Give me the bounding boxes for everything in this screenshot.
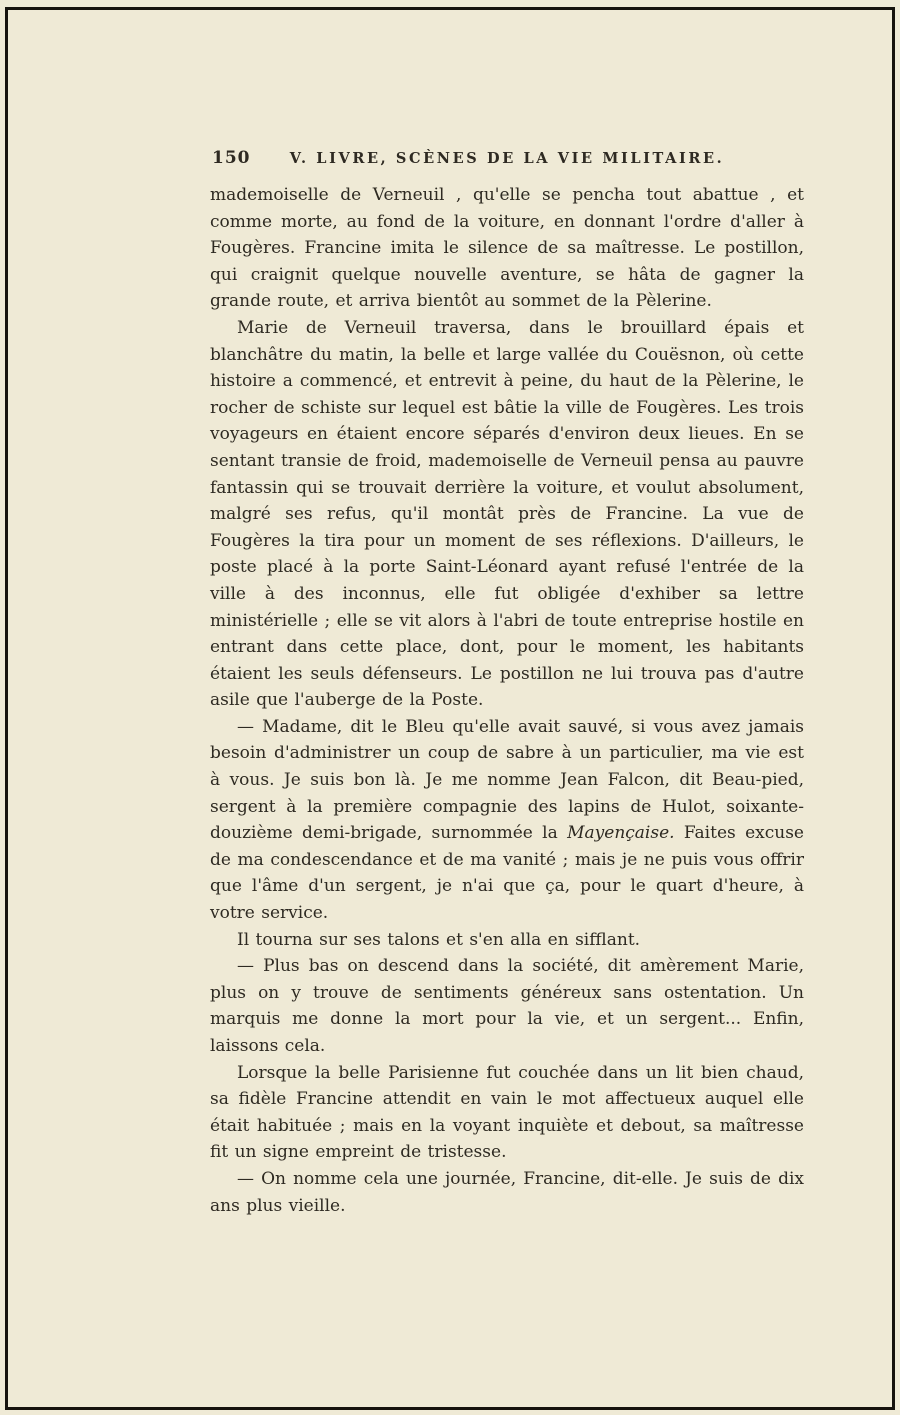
paragraph-narration-francine: Lorsque la belle Parisienne fut couchée dans un lit bien chaud, sa fidèle Francine attendit en vain le mot affectueux auquel elle était habituée ; mais en la voyant inquiète et debout, sa maîtresse fit un signe empreint de tristesse. <box>210 1062 804 1163</box>
paragraph-narration: Marie de Verneuil traversa, dans le brouillard épais et blanchâtre du matin, la belle et large vallée du Couësnon, où cette histoire a commencé, et entrevit à peine, du haut de la Pèlerine, le rocher de schiste sur lequel est bâtie la ville de Fougères. Les trois voyageurs en étaient encore séparés d'environ deux lieues. En se sentant transie de froid, mademoiselle de Verneuil pensa au pauvre fantassin qui se trouvait derrière la voiture, et voulut absolument, malgré ses refus, qu'il montât près de Francine. La vue de Fougères la tira pour un moment de ses réflexions. D'ailleurs, le poste placé à la porte Saint-Léonard ayant refusé l'entrée de la ville à des inconnus, elle fut obligée d'exhiber sa lettre ministérielle ; elle se vit alors à l'abri de toute entreprise hostile en entrant dans cette place, dont, pour le moment, les habitants étaient les seuls défenseurs. Le postillon ne lui trouva pas d'autre asile que l'auberge de la Poste. <box>210 317 804 711</box>
chapter-header-title: V. LIVRE, SCÈNES DE LA VIE MILITAIRE. <box>289 150 725 167</box>
paragraph-continuation: mademoiselle de Verneuil , qu'elle se pencha tout abattue , et comme morte, au fond de la voiture, en donnant l'ordre d'aller à Fougères. Francine imita le silence de sa maîtresse. Le postillon, qui craignit quelque nouvelle aventure, se hâta de gagner la grande route, et arriva bientôt au sommet de la Pèlerine. <box>210 185 804 312</box>
book-page <box>210 148 804 1219</box>
page-number: 150 <box>212 148 251 168</box>
paragraph-dialogue-sergeant <box>210 714 804 927</box>
paragraph-dialogue-closing: — On nomme cela une journée, Francine, dit-elle. Je suis de dix ans plus vieille. <box>210 1168 804 1216</box>
body-text <box>210 182 804 1219</box>
paragraph-dialogue-marie: — Plus bas on descend dans la société, dit amèrement Marie, plus on y trouve de sentiments généreux sans ostentation. Un marquis me donne la mort pour la vie, et un sergent... Enfin, laissons cela. <box>210 956 804 1056</box>
dialogue-text-after-italic: Faites excuse de ma condescendance et de ma vanité ; mais je ne puis vous offrir que l'âme d'un sergent, je n'ai que ça, pour le quart d'heure, à votre service. <box>210 823 804 924</box>
paragraph-narration-short: Il tourna sur ses talons et s'en alla en sifflant. <box>237 929 641 950</box>
running-header <box>210 148 804 172</box>
dialogue-text-before-italic: — Madame, dit le Bleu qu'elle avait sauvé, si vous avez jamais besoin d'administrer un coup de sabre à un particulier, ma vie est à vous. Je suis bon là. Je me nomme Jean Falcon, dit Beau-pied, sergent à la première compagnie des lapins de Hulot, soixante-douzième demi-brigade, surnommée la <box>210 716 804 844</box>
italic-regiment-name: Mayençaise. <box>567 823 675 844</box>
